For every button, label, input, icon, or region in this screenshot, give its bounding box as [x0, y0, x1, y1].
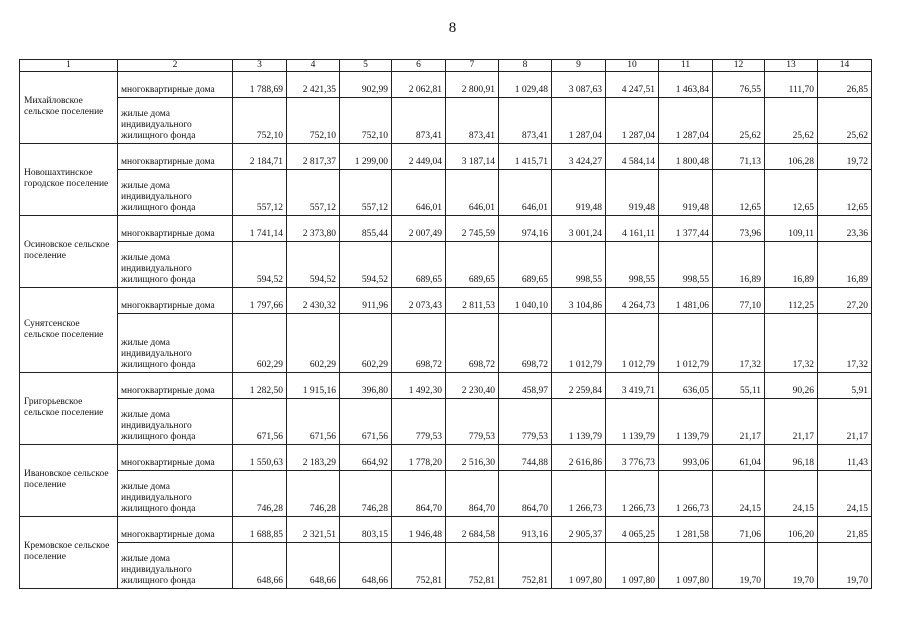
value-cell: 1 097,80: [606, 543, 659, 589]
value-cell: 71,13: [713, 144, 765, 170]
value-cell: 106,20: [765, 517, 818, 543]
value-cell: 17,32: [765, 314, 818, 373]
housing-type: многоквартирные дома: [118, 144, 233, 170]
value-cell: 779,53: [499, 399, 552, 445]
value-cell: 779,53: [446, 399, 499, 445]
value-cell: 1 741,14: [233, 216, 287, 242]
value-cell: 1 788,69: [233, 72, 287, 98]
value-cell: 594,52: [287, 242, 340, 288]
value-cell: 5,91: [818, 373, 872, 399]
header-row: [20, 60, 872, 72]
housing-type: жилые дома индивидуального жилищного фонда: [118, 471, 233, 517]
value-cell: 779,53: [392, 399, 446, 445]
value-cell: 2 230,40: [446, 373, 499, 399]
value-cell: 2 684,58: [446, 517, 499, 543]
value-cell: 557,12: [340, 170, 392, 216]
column-header: 1: [20, 60, 118, 72]
table-row: [20, 72, 872, 98]
value-cell: 1 377,44: [659, 216, 713, 242]
housing-type: жилые дома индивидуального жилищного фонда: [118, 98, 233, 144]
value-cell: 1 287,04: [659, 98, 713, 144]
value-cell: 1 299,00: [340, 144, 392, 170]
table-row: [20, 471, 872, 517]
value-cell: 873,41: [392, 98, 446, 144]
housing-type: многоквартирные дома: [118, 288, 233, 314]
table-row: [20, 445, 872, 471]
value-cell: 2 183,29: [287, 445, 340, 471]
value-cell: 12,65: [818, 170, 872, 216]
value-cell: 594,52: [233, 242, 287, 288]
value-cell: 664,92: [340, 445, 392, 471]
settlement-name: Ивановское сельское поселение: [20, 445, 118, 517]
value-cell: 752,10: [287, 98, 340, 144]
value-cell: 752,81: [446, 543, 499, 589]
table-row: [20, 98, 872, 144]
value-cell: 90,26: [765, 373, 818, 399]
value-cell: 76,55: [713, 72, 765, 98]
value-cell: 689,65: [392, 242, 446, 288]
value-cell: 671,56: [340, 399, 392, 445]
value-cell: 998,55: [606, 242, 659, 288]
value-cell: 19,70: [818, 543, 872, 589]
value-cell: 1 287,04: [552, 98, 606, 144]
value-cell: 71,06: [713, 517, 765, 543]
value-cell: 1 915,16: [287, 373, 340, 399]
value-cell: 19,70: [713, 543, 765, 589]
value-cell: 3 419,71: [606, 373, 659, 399]
value-cell: 648,66: [340, 543, 392, 589]
value-cell: 1 688,85: [233, 517, 287, 543]
column-header: 8: [499, 60, 552, 72]
column-header: 5: [340, 60, 392, 72]
value-cell: 2 373,80: [287, 216, 340, 242]
value-cell: 698,72: [499, 314, 552, 373]
value-cell: 646,01: [392, 170, 446, 216]
value-cell: 1 550,63: [233, 445, 287, 471]
value-cell: 2 073,43: [392, 288, 446, 314]
value-cell: 111,70: [765, 72, 818, 98]
value-cell: 112,25: [765, 288, 818, 314]
value-cell: 671,56: [287, 399, 340, 445]
settlement-name: Григорьевское сельское поселение: [20, 373, 118, 445]
value-cell: 1 415,71: [499, 144, 552, 170]
value-cell: 61,04: [713, 445, 765, 471]
value-cell: 109,11: [765, 216, 818, 242]
value-cell: 998,55: [659, 242, 713, 288]
value-cell: 55,11: [713, 373, 765, 399]
value-cell: 752,10: [340, 98, 392, 144]
value-cell: 1 097,80: [552, 543, 606, 589]
value-cell: 752,81: [499, 543, 552, 589]
housing-type: многоквартирные дома: [118, 72, 233, 98]
value-cell: 636,05: [659, 373, 713, 399]
value-cell: 1 282,50: [233, 373, 287, 399]
value-cell: 16,89: [765, 242, 818, 288]
value-cell: 998,55: [552, 242, 606, 288]
value-cell: 1 266,73: [606, 471, 659, 517]
value-cell: 1 778,20: [392, 445, 446, 471]
value-cell: 2 817,37: [287, 144, 340, 170]
value-cell: 1 266,73: [552, 471, 606, 517]
value-cell: 21,17: [713, 399, 765, 445]
housing-type: многоквартирные дома: [118, 216, 233, 242]
column-header: 7: [446, 60, 499, 72]
table-body: [20, 60, 872, 589]
housing-type: жилые дома индивидуального жилищного фонда: [118, 242, 233, 288]
value-cell: 1 463,84: [659, 72, 713, 98]
housing-type: многоквартирные дома: [118, 445, 233, 471]
housing-type: жилые дома индивидуального жилищного фонда: [118, 399, 233, 445]
value-cell: 2 430,32: [287, 288, 340, 314]
table-row: [20, 242, 872, 288]
value-cell: 746,28: [233, 471, 287, 517]
value-cell: 21,17: [765, 399, 818, 445]
value-cell: 25,62: [765, 98, 818, 144]
table-row: [20, 314, 872, 373]
value-cell: 1 097,80: [659, 543, 713, 589]
housing-type: жилые дома индивидуального жилищного фонда: [118, 170, 233, 216]
value-cell: 602,29: [287, 314, 340, 373]
value-cell: 2 800,91: [446, 72, 499, 98]
value-cell: 1 139,79: [606, 399, 659, 445]
value-cell: 21,17: [818, 399, 872, 445]
value-cell: 1 481,06: [659, 288, 713, 314]
value-cell: 594,52: [340, 242, 392, 288]
value-cell: 3 187,14: [446, 144, 499, 170]
value-cell: 3 424,27: [552, 144, 606, 170]
value-cell: 25,62: [818, 98, 872, 144]
settlement-name: Новошахтинское городское поселение: [20, 144, 118, 216]
value-cell: 24,15: [713, 471, 765, 517]
value-cell: 19,72: [818, 144, 872, 170]
table-row: [20, 216, 872, 242]
value-cell: 3 087,63: [552, 72, 606, 98]
table-row: [20, 373, 872, 399]
table-row: [20, 170, 872, 216]
value-cell: 3 776,73: [606, 445, 659, 471]
table-row: [20, 399, 872, 445]
value-cell: 557,12: [233, 170, 287, 216]
value-cell: 648,66: [287, 543, 340, 589]
table-row: [20, 517, 872, 543]
value-cell: 2 745,59: [446, 216, 499, 242]
table-row: [20, 288, 872, 314]
value-cell: 864,70: [392, 471, 446, 517]
column-header: 3: [233, 60, 287, 72]
value-cell: 2 516,30: [446, 445, 499, 471]
value-cell: 23,36: [818, 216, 872, 242]
value-cell: 16,89: [713, 242, 765, 288]
value-cell: 919,48: [552, 170, 606, 216]
value-cell: 2 184,71: [233, 144, 287, 170]
value-cell: 671,56: [233, 399, 287, 445]
table-row: [20, 543, 872, 589]
value-cell: 911,96: [340, 288, 392, 314]
settlement-name: Осиновское сельское поселение: [20, 216, 118, 288]
value-cell: 1 797,66: [233, 288, 287, 314]
value-cell: 24,15: [765, 471, 818, 517]
value-cell: 19,70: [765, 543, 818, 589]
value-cell: 2 905,37: [552, 517, 606, 543]
column-header: 11: [659, 60, 713, 72]
value-cell: 1 946,48: [392, 517, 446, 543]
value-cell: 689,65: [499, 242, 552, 288]
value-cell: 602,29: [233, 314, 287, 373]
value-cell: 1 800,48: [659, 144, 713, 170]
value-cell: 4 247,51: [606, 72, 659, 98]
value-cell: 73,96: [713, 216, 765, 242]
value-cell: 1 029,48: [499, 72, 552, 98]
value-cell: 1 012,79: [659, 314, 713, 373]
value-cell: 864,70: [446, 471, 499, 517]
value-cell: 1 040,10: [499, 288, 552, 314]
value-cell: 974,16: [499, 216, 552, 242]
value-cell: 919,48: [606, 170, 659, 216]
value-cell: 2 062,81: [392, 72, 446, 98]
housing-type: жилые дома индивидуального жилищного фонда: [118, 543, 233, 589]
value-cell: 646,01: [499, 170, 552, 216]
value-cell: 3 104,86: [552, 288, 606, 314]
value-cell: 752,81: [392, 543, 446, 589]
value-cell: 17,32: [713, 314, 765, 373]
value-cell: 2 007,49: [392, 216, 446, 242]
value-cell: 1 287,04: [606, 98, 659, 144]
value-cell: 2 811,53: [446, 288, 499, 314]
housing-type: многоквартирные дома: [118, 373, 233, 399]
value-cell: 77,10: [713, 288, 765, 314]
column-header: 4: [287, 60, 340, 72]
value-cell: 602,29: [340, 314, 392, 373]
value-cell: 2 259,84: [552, 373, 606, 399]
value-cell: 646,01: [446, 170, 499, 216]
value-cell: 873,41: [499, 98, 552, 144]
table-row: [20, 144, 872, 170]
value-cell: 12,65: [713, 170, 765, 216]
settlement-name: Кремовское сельское поселение: [20, 517, 118, 589]
value-cell: 2 421,35: [287, 72, 340, 98]
value-cell: 3 001,24: [552, 216, 606, 242]
value-cell: 746,28: [340, 471, 392, 517]
value-cell: 17,32: [818, 314, 872, 373]
value-cell: 1 012,79: [552, 314, 606, 373]
value-cell: 11,43: [818, 445, 872, 471]
column-header: 10: [606, 60, 659, 72]
value-cell: 1 281,58: [659, 517, 713, 543]
value-cell: 16,89: [818, 242, 872, 288]
value-cell: 96,18: [765, 445, 818, 471]
housing-type: жилые дома индивидуального жилищного фонда: [118, 314, 233, 373]
column-header: 6: [392, 60, 446, 72]
value-cell: 855,44: [340, 216, 392, 242]
value-cell: 744,88: [499, 445, 552, 471]
value-cell: 752,10: [233, 98, 287, 144]
value-cell: 27,20: [818, 288, 872, 314]
value-cell: 458,97: [499, 373, 552, 399]
value-cell: 4 065,25: [606, 517, 659, 543]
column-header: 9: [552, 60, 606, 72]
housing-type: многоквартирные дома: [118, 517, 233, 543]
settlement-name: Сунятсенское сельское поселение: [20, 288, 118, 373]
value-cell: 689,65: [446, 242, 499, 288]
settlement-name: Михайловское сельское поселение: [20, 72, 118, 144]
value-cell: 698,72: [392, 314, 446, 373]
value-cell: 396,80: [340, 373, 392, 399]
value-cell: 803,15: [340, 517, 392, 543]
value-cell: 746,28: [287, 471, 340, 517]
value-cell: 557,12: [287, 170, 340, 216]
value-cell: 2 449,04: [392, 144, 446, 170]
value-cell: 919,48: [659, 170, 713, 216]
value-cell: 12,65: [765, 170, 818, 216]
value-cell: 1 139,79: [552, 399, 606, 445]
value-cell: 24,15: [818, 471, 872, 517]
value-cell: 993,06: [659, 445, 713, 471]
value-cell: 648,66: [233, 543, 287, 589]
value-cell: 4 161,11: [606, 216, 659, 242]
column-header: 2: [118, 60, 233, 72]
value-cell: 1 492,30: [392, 373, 446, 399]
column-header: 13: [765, 60, 818, 72]
value-cell: 4 264,73: [606, 288, 659, 314]
value-cell: 21,85: [818, 517, 872, 543]
value-cell: 2 616,86: [552, 445, 606, 471]
column-header: 12: [713, 60, 765, 72]
value-cell: 864,70: [499, 471, 552, 517]
value-cell: 1 266,73: [659, 471, 713, 517]
value-cell: 106,28: [765, 144, 818, 170]
value-cell: 873,41: [446, 98, 499, 144]
value-cell: 4 584,14: [606, 144, 659, 170]
value-cell: 902,99: [340, 72, 392, 98]
value-cell: 26,85: [818, 72, 872, 98]
tariff-table: [19, 59, 872, 589]
column-header: 14: [818, 60, 872, 72]
value-cell: 2 321,51: [287, 517, 340, 543]
value-cell: 25,62: [713, 98, 765, 144]
value-cell: 1 139,79: [659, 399, 713, 445]
value-cell: 1 012,79: [606, 314, 659, 373]
value-cell: 913,16: [499, 517, 552, 543]
value-cell: 698,72: [446, 314, 499, 373]
page-number: 8: [448, 20, 457, 36]
